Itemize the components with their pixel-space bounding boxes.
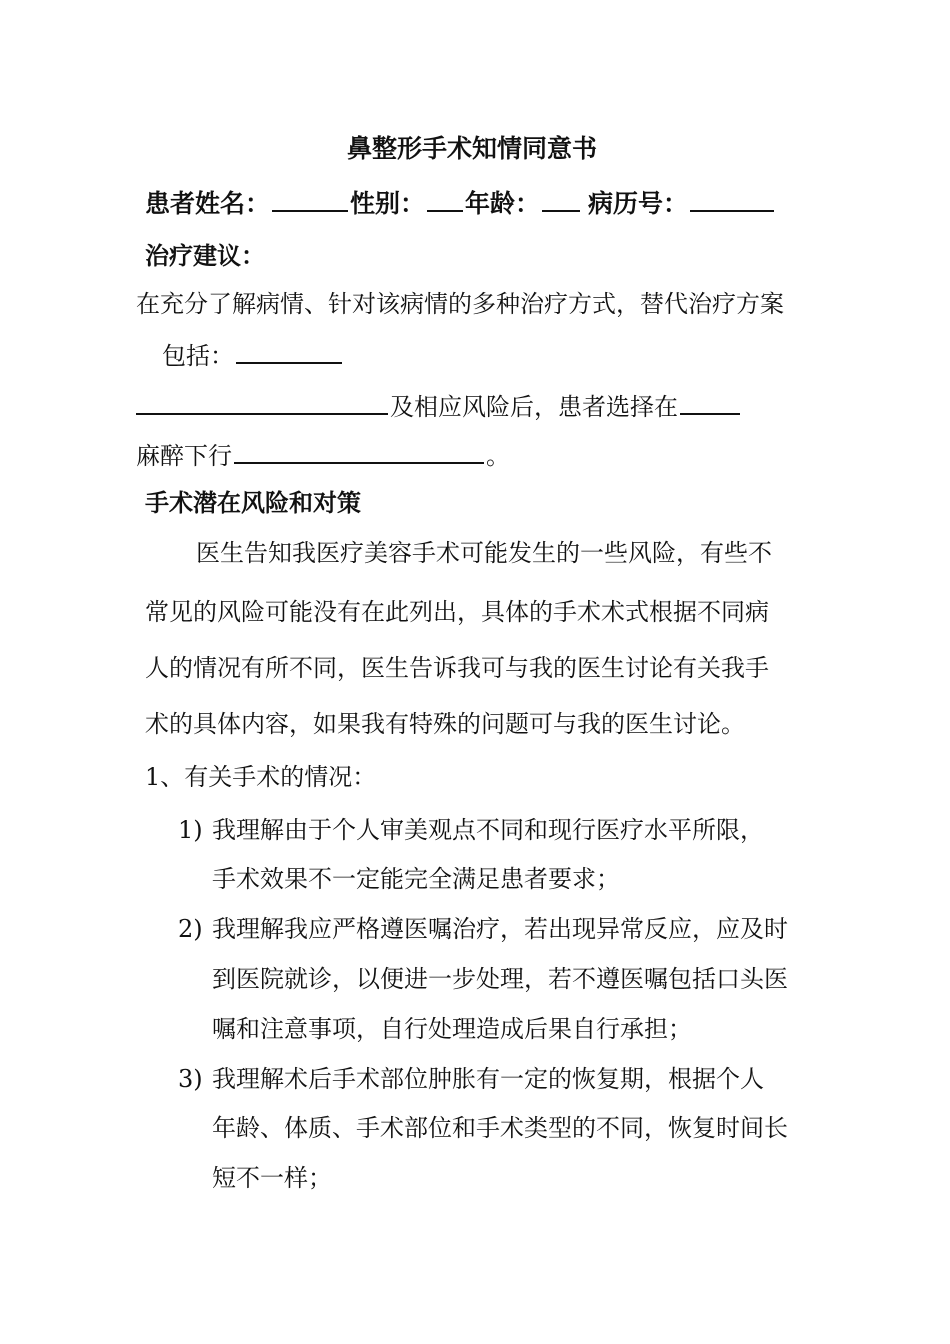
- gender-blank[interactable]: [427, 186, 463, 212]
- risks-paragraph-line-1: 医生告知我医疗美容手术可能发生的一些风险，有些不: [196, 539, 772, 567]
- risks-paragraph-line-2: 常见的风险可能没有在此列出，具体的手术术式根据不同病: [145, 598, 769, 626]
- patient-name-blank[interactable]: [272, 186, 348, 212]
- age-blank[interactable]: [542, 186, 580, 212]
- risk-choice-text: 及相应风险后，患者选择在: [390, 393, 678, 421]
- risks-paragraph-line-4: 术的具体内容，如果我有特殊的问题可与我的医生讨论。: [145, 710, 745, 738]
- age-label: 年龄：: [465, 189, 541, 218]
- item-1-number: 1): [178, 816, 203, 844]
- treatment-heading: 治疗建议：: [145, 241, 265, 270]
- record-number-label: 病历号：: [588, 189, 689, 218]
- alternatives-label: 包括：: [162, 342, 234, 370]
- item-3-line-3: 短不一样；: [212, 1164, 332, 1192]
- risks-heading: 手术潜在风险和对策: [145, 488, 361, 517]
- treatment-line-3: [136, 389, 742, 422]
- procedure-blank[interactable]: [234, 438, 484, 464]
- item-2-number: 2): [178, 915, 203, 943]
- patient-name-label: 患者姓名：: [145, 189, 271, 218]
- item-2-line-2: 到医院就诊，以便进一步处理，若不遵医嘱包括口头医: [212, 965, 788, 993]
- item-2-line-3: 嘱和注意事项，自行处理造成后果自行承担；: [212, 1015, 692, 1043]
- treatment-line-2: [162, 338, 344, 371]
- record-number-blank[interactable]: [690, 186, 774, 212]
- item-2-line-1: 我理解我应严格遵医嘱治疗，若出现异常反应，应及时: [212, 915, 788, 943]
- item-1-line-2: 手术效果不一定能完全满足患者要求；: [212, 865, 620, 893]
- treatment-line-4: [136, 438, 510, 471]
- item-3-line-2: 年龄、体质、手术部位和手术类型的不同，恢复时间长: [212, 1114, 788, 1142]
- item-3-line-1: 我理解术后手术部位肿胀有一定的恢复期，根据个人: [212, 1065, 764, 1093]
- anesthesia-type-blank[interactable]: [680, 389, 740, 415]
- anesthesia-label: 麻醉下行: [136, 442, 232, 470]
- period: 。: [486, 442, 510, 470]
- document-title: 鼻整形手术知情同意书: [347, 134, 598, 163]
- section-1-title: 1、有关手术的情况：: [145, 763, 377, 791]
- gender-label: 性别：: [350, 189, 426, 218]
- alternatives-blank[interactable]: [236, 338, 342, 364]
- alternatives-continued-blank[interactable]: [136, 389, 388, 415]
- treatment-line-1: 在充分了解病情、针对该病情的多种治疗方式，替代治疗方案: [136, 290, 784, 318]
- risks-paragraph-line-3: 人的情况有所不同，医生告诉我可与我的医生讨论有关我手: [145, 654, 769, 682]
- item-1-line-1: 我理解由于个人审美观点不同和现行医疗水平所限，: [212, 816, 764, 844]
- patient-info-row: [145, 186, 776, 219]
- item-3-number: 3): [178, 1065, 203, 1093]
